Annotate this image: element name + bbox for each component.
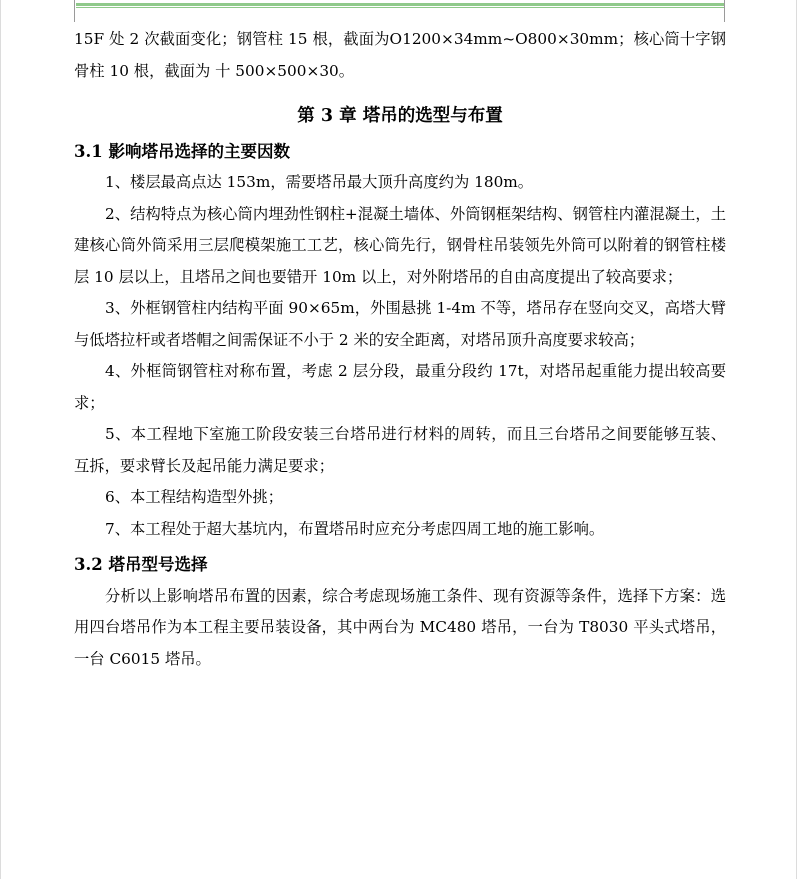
list-item: 1、楼层最高点达 153m，需要塔吊最大顶升高度约为 180m。 [105, 173, 534, 191]
continuation-paragraph: 15F 处 2 次截面变化；钢管柱 15 根，截面为O1200×34mm~O800×30mm；核心筒十字钢骨柱 10 根，截面为 十 500×500×30。 [74, 30, 726, 80]
list-item: 5、本工程地下室施工阶段安装三台塔吊进行材料的周转，而且三台塔吊之间要能够互装、互拆，要求臂长及起吊能力满足要求； [74, 425, 726, 475]
list-item: 4、外框筒钢管柱对称布置，考虑 2 层分段，最重分段约 17t，对塔吊起重能力提出较高要求； [74, 362, 726, 412]
list-item: 3、外框钢管柱内结构平面 90×65m，外围悬挑 1-4m 不等，塔吊存在竖向交叉，高塔大臂与低塔拉杆或者塔帽之间需保证不小于 2 米的安全距离，对塔吊顶升高度要求较高； [74, 299, 726, 349]
crop-mark-left [74, 0, 75, 22]
header-rule [76, 3, 724, 6]
chapter-title: 第 3 章 塔吊的选型与布置 [297, 106, 503, 126]
list-item: 6、本工程结构造型外挑； [105, 488, 283, 506]
section-heading-3-1: 3.1 影响塔吊选择的主要因数 [74, 141, 290, 161]
header-rule-thin [76, 7, 724, 8]
body-paragraph: 分析以上影响塔吊布置的因素，综合考虑现场施工条件、现有资源等条件，选择下方案：选用四台塔吊作为本工程主要吊装设备，其中两台为 MC480 塔吊，一台为 T8030 平头式塔吊，一台 C6015 塔吊。 [74, 586, 726, 668]
list-item: 2、结构特点为核心筒内埋劲性钢柱+混凝土墙体、外筒钢框架结构、钢管柱内灌混凝土，土建核心筒外筒采用三层爬模架施工工艺，核心筒先行，钢骨柱吊装领先外筒可以附着的钢管柱楼层 10 层以上，且塔吊之间也要错开 10m 以上，对外附塔吊的自由高度提出了较高要求； [74, 204, 726, 286]
document-body [74, 24, 726, 675]
crop-mark-right [724, 0, 725, 22]
list-item: 7、本工程处于超大基坑内，布置塔吊时应充分考虑四周工地的施工影响。 [105, 519, 605, 538]
section-heading-3-2: 3.2 塔吊型号选择 [74, 555, 208, 574]
